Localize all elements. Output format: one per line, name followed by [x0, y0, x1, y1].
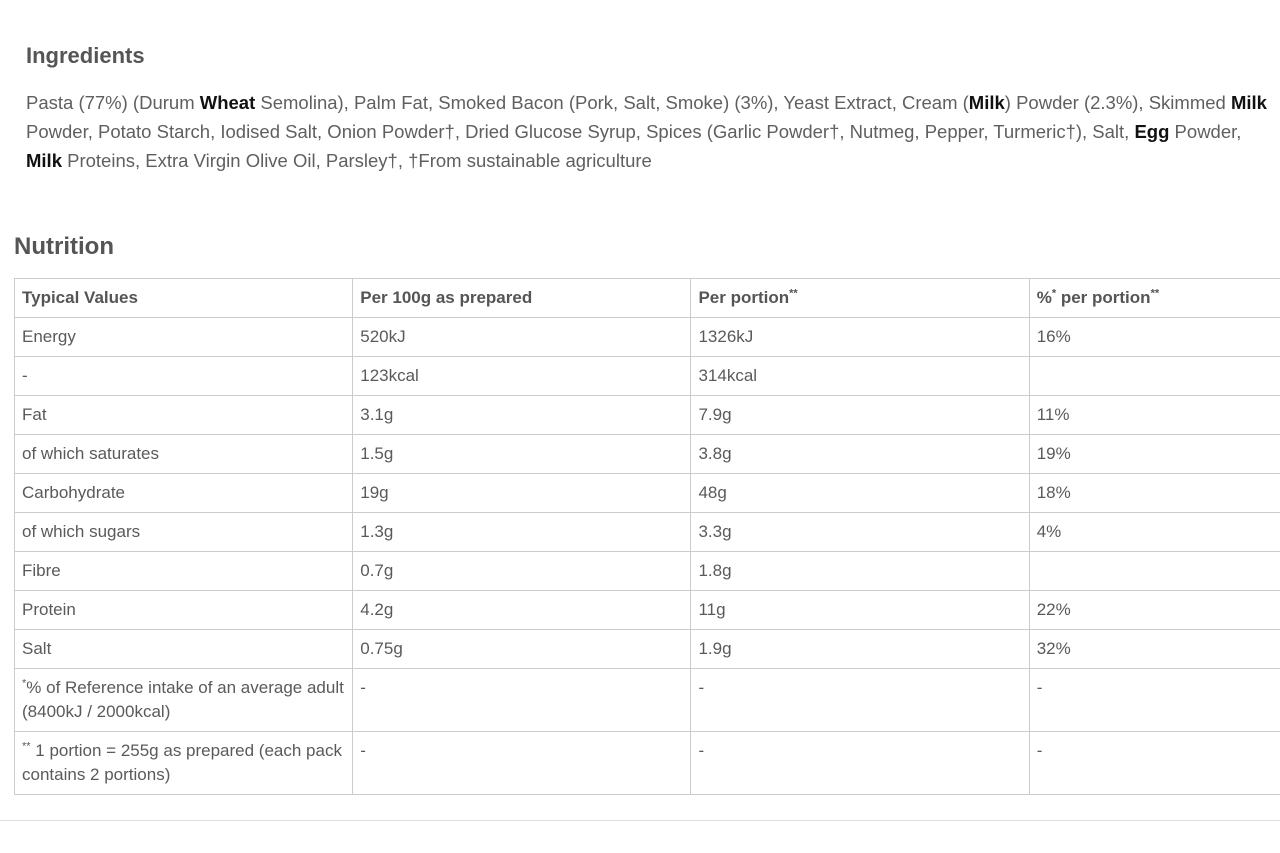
- footnote-marker: *: [1051, 287, 1057, 300]
- percent-value: 18%: [1029, 474, 1280, 513]
- percent-value: 19%: [1029, 435, 1280, 474]
- table-header-row: [15, 279, 1280, 318]
- allergen-milk: Milk: [26, 150, 62, 171]
- per-portion-value: 7.9g: [691, 396, 1029, 435]
- ingredients-text-part: Pasta (77%) (Durum: [26, 92, 200, 113]
- per-100g-value: 0.7g: [353, 552, 691, 591]
- ingredients-text-part: Proteins, Extra Virgin Olive Oil, Parsley†, †From sustainable agriculture: [61, 150, 652, 171]
- percent-value: 32%: [1029, 630, 1280, 669]
- per-portion-value: 48g: [691, 474, 1029, 513]
- ingredients-text-part: ) Powder (2.3%), Skimmed: [1004, 92, 1231, 113]
- percent-value: 22%: [1029, 591, 1280, 630]
- ingredients-section: [26, 42, 1276, 175]
- per-100g-value: 4.2g: [353, 591, 691, 630]
- footnote-row: [15, 669, 1280, 732]
- ingredients-text-part: Semolina), Palm Fat, Smoked Bacon (Pork, Salt, Smoke) (3%), Yeast Extract, Cream (: [255, 92, 969, 113]
- per-portion-value: 314kcal: [691, 357, 1029, 396]
- header-per-100g: Per 100g as prepared: [353, 279, 691, 318]
- nutrition-heading: Nutrition: [14, 233, 114, 260]
- per-portion-value: -: [691, 732, 1029, 795]
- nutrition-table: [14, 278, 1280, 795]
- row-label: Energy: [15, 318, 353, 357]
- per-portion-value: 1.8g: [691, 552, 1029, 591]
- row-label: of which saturates: [15, 435, 353, 474]
- footnote-marker: **: [789, 287, 798, 300]
- table-row: [15, 591, 1280, 630]
- table-row: [15, 630, 1280, 669]
- ingredients-text: [26, 88, 1276, 175]
- ingredients-text-part: Powder, Potato Starch, Iodised Salt, Onion Powder†, Dried Glucose Syrup, Spices (Garlic Powder†, Nutmeg, Pepper, Turmeric†), Salt,: [26, 121, 1135, 142]
- percent-value: [1029, 552, 1280, 591]
- percent-value: [1029, 357, 1280, 396]
- footnote-marker: **: [1150, 287, 1160, 300]
- per-portion-value: 1326kJ: [691, 318, 1029, 357]
- per-portion-value: 3.8g: [691, 435, 1029, 474]
- allergen-milk: Milk: [968, 92, 1005, 113]
- per-portion-value: 1.9g: [691, 630, 1029, 669]
- table-row: [15, 513, 1280, 552]
- allergen-egg: Egg: [1134, 121, 1170, 142]
- ingredients-text-part: Powder,: [1169, 121, 1242, 142]
- percent-value: -: [1029, 669, 1280, 732]
- per-100g-value: 0.75g: [353, 630, 691, 669]
- percent-value: 16%: [1029, 318, 1280, 357]
- table-row: [15, 318, 1280, 357]
- per-100g-value: 1.3g: [353, 513, 691, 552]
- per-100g-value: -: [353, 669, 691, 732]
- per-100g-value: 1.5g: [353, 435, 691, 474]
- per-portion-value: -: [691, 669, 1029, 732]
- row-label: Fat: [15, 396, 353, 435]
- table-row: [15, 435, 1280, 474]
- header-per-portion-label: Per portion: [698, 288, 790, 307]
- section-divider: [0, 820, 1280, 821]
- row-label: -: [15, 357, 353, 396]
- per-portion-value: 3.3g: [691, 513, 1029, 552]
- per-100g-value: 3.1g: [353, 396, 691, 435]
- footnote-row: [15, 732, 1280, 795]
- per-100g-value: 19g: [353, 474, 691, 513]
- table-row: [15, 357, 1280, 396]
- footnote-label: 1 portion = 255g as prepared (each pack contains 2 portions): [22, 741, 342, 784]
- row-label: Carbohydrate: [15, 474, 353, 513]
- row-label: Protein: [15, 591, 353, 630]
- header-percent-per-portion: [1029, 279, 1280, 318]
- percent-value: 4%: [1029, 513, 1280, 552]
- per-100g-value: 520kJ: [353, 318, 691, 357]
- row-label: Fibre: [15, 552, 353, 591]
- header-percent-label: %: [1036, 288, 1052, 307]
- footnote-label: % of Reference intake of an average adult (8400kJ / 2000kcal): [22, 678, 344, 721]
- header-typical-values: Typical Values: [15, 279, 353, 318]
- table-row: [15, 396, 1280, 435]
- footnote-marker: *: [22, 677, 27, 690]
- row-label: Salt: [15, 630, 353, 669]
- header-per-portion: [691, 279, 1029, 318]
- footnote-text: [15, 669, 353, 732]
- nutrition-section: [14, 232, 1280, 795]
- allergen-milk: Milk: [1230, 92, 1267, 113]
- header-percent-suffix: per portion: [1056, 288, 1151, 307]
- row-label: of which sugars: [15, 513, 353, 552]
- footnote-marker: **: [22, 740, 31, 753]
- per-100g-value: 123kcal: [353, 357, 691, 396]
- percent-value: -: [1029, 732, 1280, 795]
- percent-value: 11%: [1029, 396, 1280, 435]
- table-row: [15, 552, 1280, 591]
- ingredients-heading: Ingredients: [26, 43, 145, 68]
- table-row: [15, 474, 1280, 513]
- per-100g-value: -: [353, 732, 691, 795]
- per-portion-value: 11g: [691, 591, 1029, 630]
- allergen-wheat: Wheat: [199, 92, 256, 113]
- footnote-text: [15, 732, 353, 795]
